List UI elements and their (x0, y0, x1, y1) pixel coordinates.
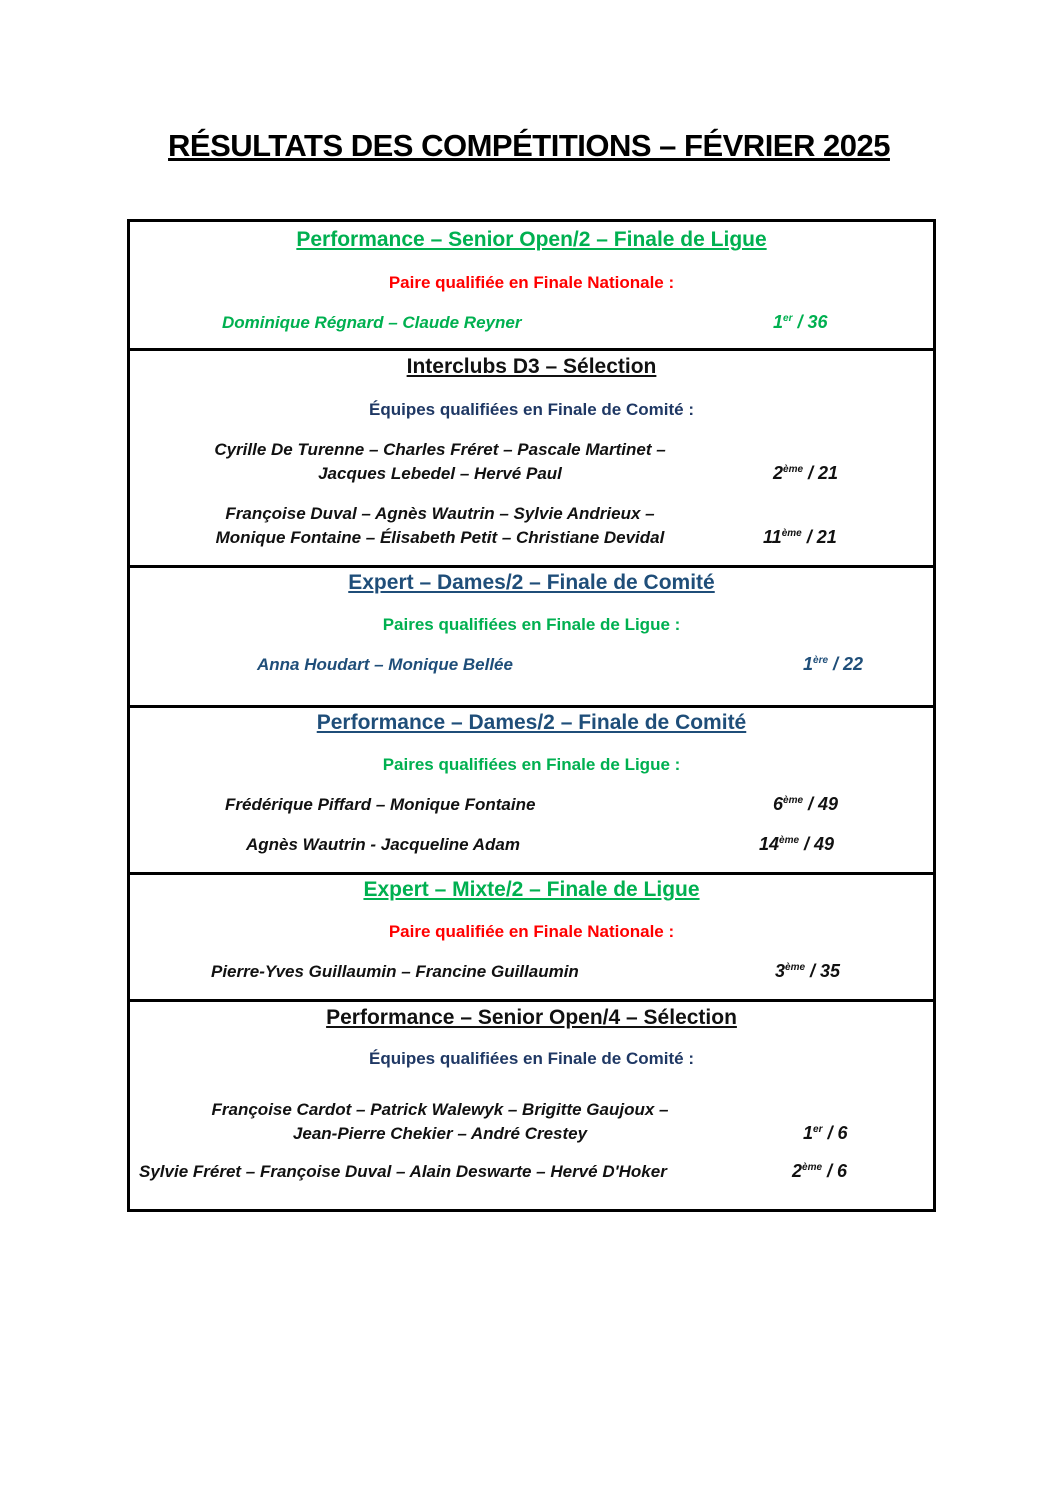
results-box (127, 219, 936, 1212)
page-title: RÉSULTATS DES COMPÉTITIONS – FÉVRIER 2025 (168, 128, 890, 163)
section-performance-dames-2 (130, 708, 933, 875)
section-senior-open-2 (130, 222, 933, 351)
entry-line-2: Monique Fontaine – Élisabeth Petit – Christiane Devidal (215, 528, 665, 547)
section-subtitle: Paires qualifiées en Finale de Ligue : (382, 755, 681, 774)
entry-rank: 11ème / 21 (763, 527, 837, 547)
entry-rank: 1ère / 22 (803, 654, 864, 674)
entry-rank: 3ème / 35 (775, 961, 841, 981)
section-title: Performance – Dames/2 – Finale de Comité (316, 711, 747, 734)
entry-rank: 1er / 36 (773, 312, 828, 332)
entry-names: Agnès Wautrin - Jacqueline Adam (246, 835, 520, 854)
entry-rank: 1er / 6 (803, 1123, 848, 1143)
entry-names: Frédérique Piffard – Monique Fontaine (225, 795, 536, 814)
section-subtitle: Équipes qualifiées en Finale de Comité : (369, 400, 694, 419)
entry-line-1: Françoise Duval – Agnès Wautrin – Sylvie Andrieux – (225, 504, 655, 523)
entry-rank: 2ème / 6 (792, 1161, 848, 1181)
entry-rank: 2ème / 21 (773, 463, 839, 483)
section-expert-mixte-2 (130, 875, 933, 1002)
entry-line-1: Françoise Cardot – Patrick Walewyk – Brigitte Gaujoux – (211, 1100, 669, 1119)
section-subtitle: Paire qualifiée en Finale Nationale : (388, 922, 675, 941)
section-title: Performance – Senior Open/4 – Sélection (326, 1006, 737, 1029)
section-senior-open-4 (130, 1002, 933, 1209)
section-title: Expert – Mixte/2 – Finale de Ligue (363, 878, 700, 901)
entry-line-1: Cyrille De Turenne – Charles Fréret – Pascale Martinet – (214, 440, 666, 459)
entry-names: Anna Houdart – Monique Bellée (257, 655, 513, 674)
section-interclubs-d3 (130, 351, 933, 568)
section-title: Expert – Dames/2 – Finale de Comité (348, 571, 715, 594)
section-title: Interclubs D3 – Sélection (406, 355, 657, 378)
entry-names: Pierre-Yves Guillaumin – Francine Guillaumin (211, 962, 579, 981)
section-subtitle: Paires qualifiées en Finale de Ligue : (382, 615, 681, 634)
entry-names: Dominique Régnard – Claude Reyner (222, 313, 522, 332)
entry-names: Sylvie Fréret – Françoise Duval – Alain Deswarte – Hervé D'Hoker (139, 1162, 667, 1181)
entry-line-2: Jacques Lebedel – Hervé Paul (318, 464, 562, 483)
entry-rank: 6ème / 49 (773, 794, 839, 814)
section-title: Performance – Senior Open/2 – Finale de Ligue (296, 228, 767, 251)
section-subtitle: Paire qualifiée en Finale Nationale : (388, 273, 675, 292)
entry-rank: 14ème / 49 (759, 834, 835, 854)
entry-line-2: Jean-Pierre Chekier – André Crestey (292, 1124, 588, 1143)
section-subtitle: Équipes qualifiées en Finale de Comité : (369, 1049, 694, 1068)
section-expert-dames-2 (130, 568, 933, 708)
